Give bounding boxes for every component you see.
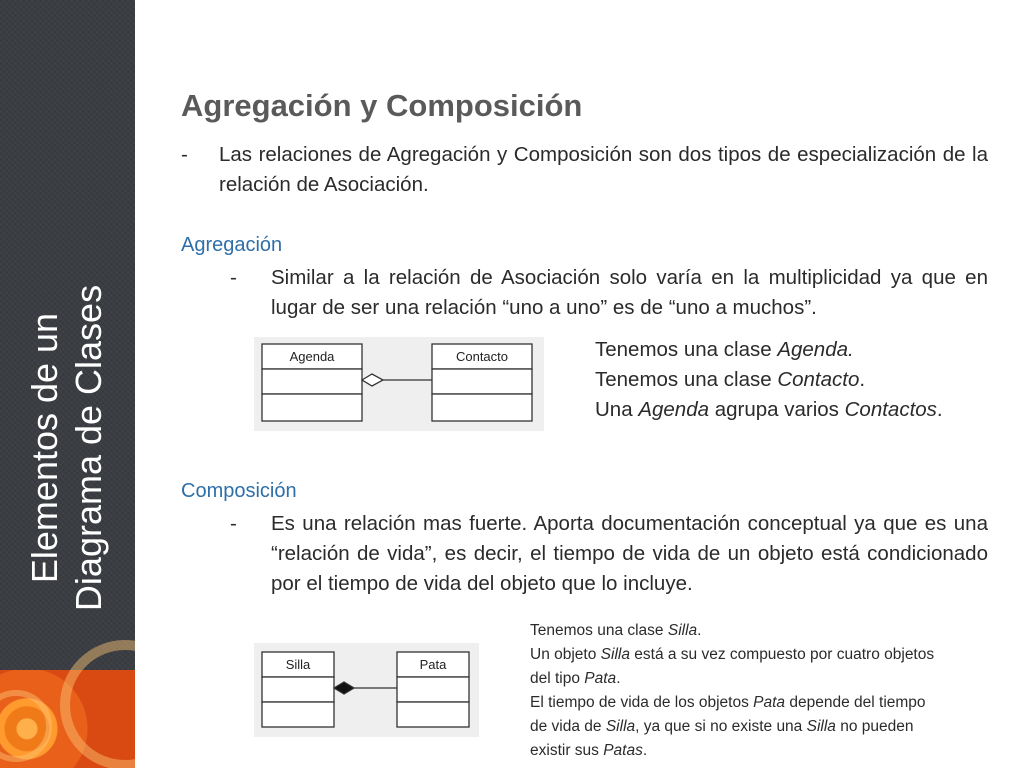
- silla-class-label: Silla: [285, 657, 311, 672]
- sidebar-title: [23, 248, 111, 648]
- composition-caption-line2: Un objeto Silla está a su vez compuesto por cuatro objetos: [530, 646, 935, 663]
- composition-caption-line6: existir sus Patas.: [530, 742, 648, 759]
- composition-caption-line3: del tipo Pata.: [530, 670, 621, 687]
- orange-decoration: [0, 670, 135, 768]
- intro-dash: -: [181, 143, 188, 166]
- aggregation-caption-line1: Tenemos una clase Agenda.: [595, 338, 854, 361]
- composition-dash: -: [230, 512, 237, 535]
- aggregation-diagram: [254, 337, 544, 431]
- intro-text: Las relaciones de Agregación y Composición son dos tipos de especialización de la relación de Asociación.: [219, 143, 988, 196]
- aggregation-heading: Agregación: [181, 234, 283, 256]
- aggregation-text: Similar a la relación de Asociación solo varía en la multiplicidad ya que en lugar de ser una relación “uno a uno” es de “uno a muchos”.: [271, 266, 988, 319]
- composition-caption-line1: Tenemos una clase Silla.: [530, 622, 702, 639]
- sidebar-title-line1: Elementos de un: [24, 312, 65, 584]
- slide-title: Agregación y Composición: [181, 88, 583, 123]
- composition-text: Es una relación mas fuerte. Aporta documentación conceptual ya que es una “relación de vida”, es decir, el tiempo de vida de un objeto está condicionado por el tiempo de vida del objeto que lo incluye.: [271, 512, 988, 595]
- aggregation-caption-line3: Una Agenda agrupa varios Contactos.: [595, 398, 943, 421]
- sidebar-title-line2: Diagrama de Clases: [68, 284, 109, 612]
- aggregation-caption-line2: Tenemos una clase Contacto.: [595, 368, 866, 391]
- composition-caption-line4: El tiempo de vida de los objetos Pata depende del tiempo: [530, 694, 926, 711]
- composition-caption-line5: de vida de Silla, ya que si no existe una Silla no pueden: [530, 718, 914, 735]
- agenda-class-label: Agenda: [289, 349, 335, 364]
- composition-heading: Composición: [181, 480, 297, 502]
- sidebar: [0, 0, 135, 768]
- pata-class-label: Pata: [419, 657, 447, 672]
- composition-diagram: [254, 643, 479, 737]
- aggregation-dash: -: [230, 266, 237, 289]
- contacto-class-label: Contacto: [455, 349, 509, 364]
